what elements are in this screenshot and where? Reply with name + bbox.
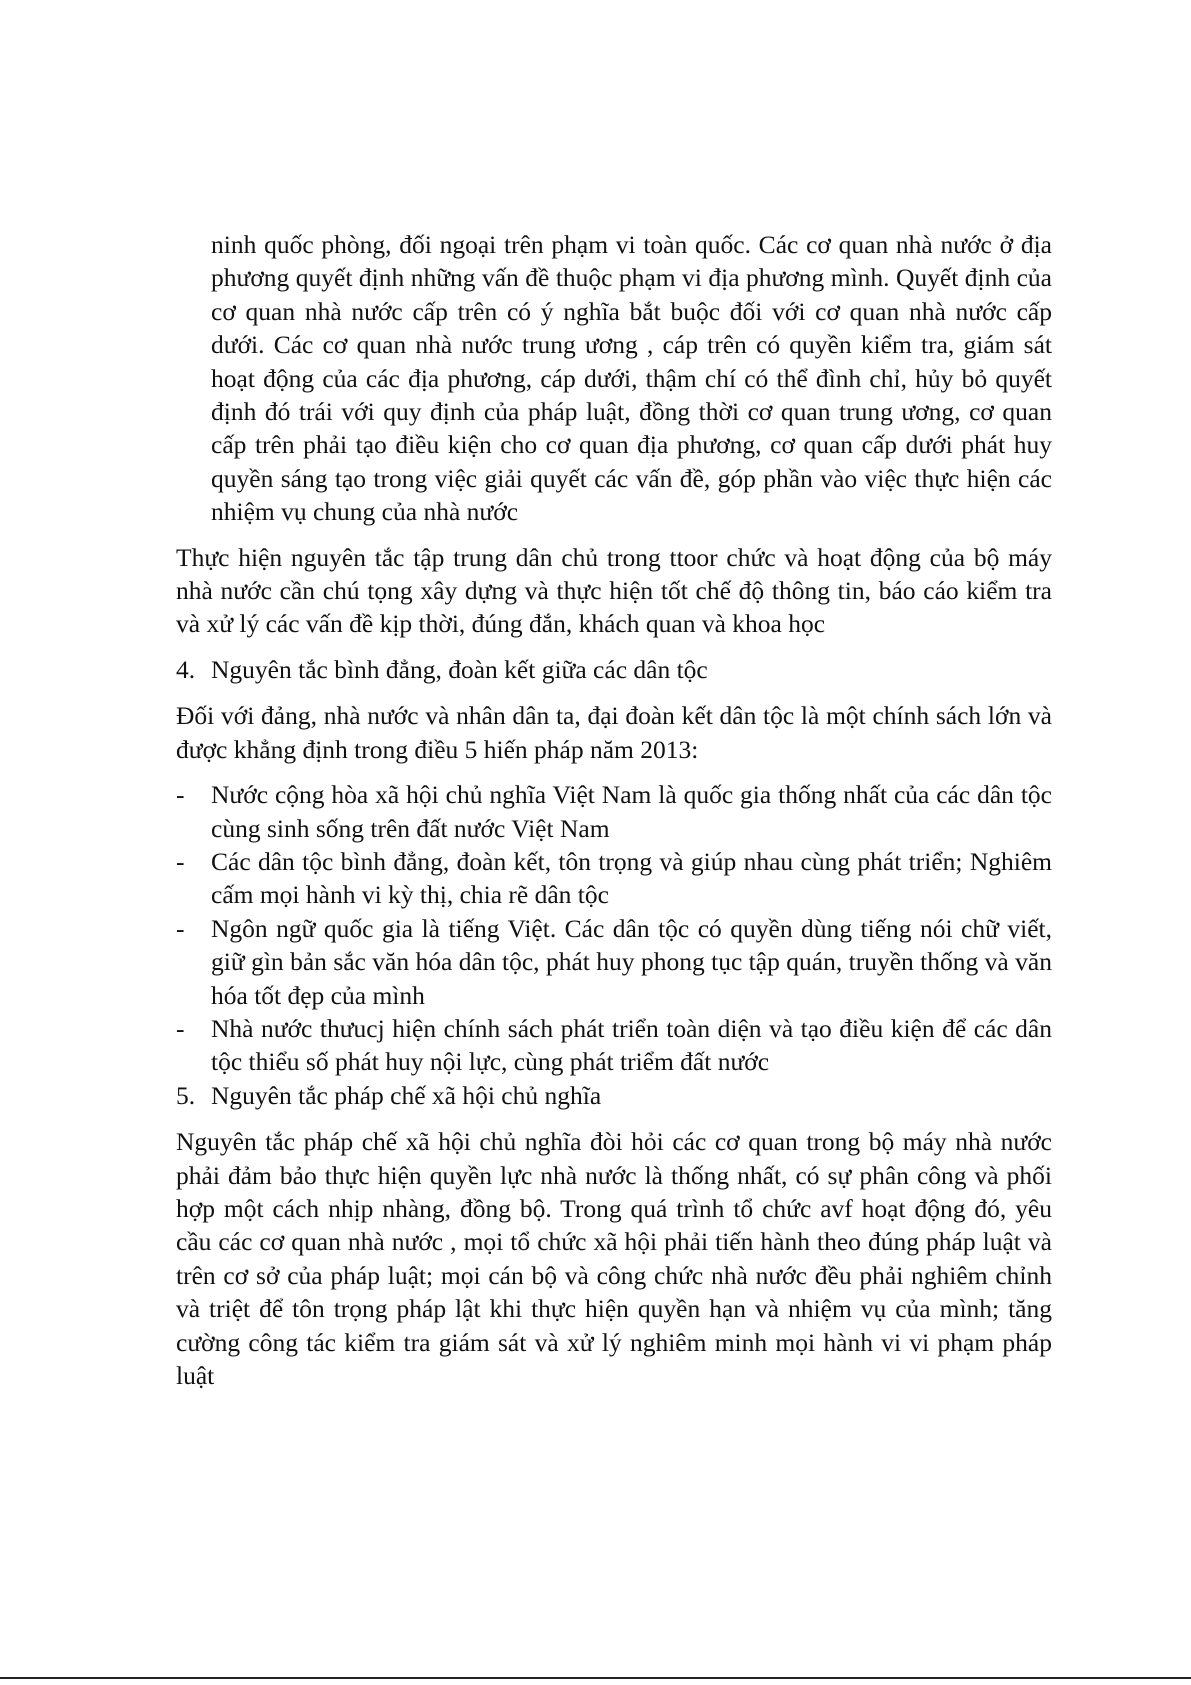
bullet-list — [176, 778, 1052, 1079]
heading-text: Nguyên tắc bình đẳng, đoàn kết giữa các dân tộc — [211, 654, 708, 684]
list-item — [176, 912, 1052, 1012]
heading-number: 5. — [176, 1080, 196, 1110]
heading-principle-4 — [176, 653, 1052, 686]
list-item — [176, 845, 1052, 912]
heading-number: 4. — [176, 654, 196, 684]
list-item-text: Ngôn ngữ quốc gia là tiếng Việt. Các dân tộc có quyền dùng tiếng nói chữ viết, giữ gìn bản sắc văn hóa dân tộc, phát huy phong tục tập quán, truyền thống và văn hóa tốt đẹp của mình — [211, 913, 1052, 1010]
list-item — [176, 1012, 1052, 1079]
heading-text: Nguyên tắc pháp chế xã hội chủ nghĩa — [211, 1080, 602, 1110]
list-item-text: Nước cộng hòa xã hội chủ nghĩa Việt Nam là quốc gia thống nhất của các dân tộc cùng sinh sống trên đất nước Việt Nam — [211, 780, 1052, 843]
paragraph-unity-intro: Đối với đảng, nhà nước và nhân dân ta, đại đoàn kết dân tộc là một chính sách lớn và được khẳng định trong điều 5 hiến pháp năm 2013: — [176, 701, 1052, 764]
bullet-dash: - — [176, 1013, 185, 1043]
bullet-dash: - — [176, 780, 185, 810]
bullet-dash: - — [176, 913, 185, 943]
list-item — [176, 778, 1052, 845]
list-item-text: Nhà nước thưucj hiện chính sách phát triển toàn diện và tạo điều kiện để các dân tộc thiểu số phát huy nội lực, cùng phát triểm đất nước — [211, 1013, 1052, 1077]
paragraph-intro-continuation: ninh quốc phòng, đối ngoại trên phạm vi toàn quốc. Các cơ quan nhà nước ở địa phương quyết định những vấn đề thuộc phạm vi địa phương mình. Quyết định của cơ quan nhà nước cấp trên có ý nghĩa bắt buộc đối với cơ quan nhà nước cấp dưới. Các cơ quan nhà nước trung ương , cáp trên có quyền kiểm tra, giám sát hoạt động của các địa phương, cáp dưới, thậm chí có thể đình chỉ, hủy bỏ quyết định đó trái với quy định của pháp luật, đồng thời cơ quan trung ương, cơ quan cấp trên phải tạo điều kiện cho cơ quan địa phương, cơ quan cấp dưới phát huy quyền sáng tạo trong việc giải quyết các vấn đề, góp phần vào việc thực hiện các nhiệm vụ chung của nhà nước — [211, 230, 1052, 527]
document-page — [176, 228, 1052, 1404]
bullet-dash: - — [176, 846, 185, 876]
list-item-text: Các dân tộc bình đẳng, đoàn kết, tôn trọng và giúp nhau cùng phát triển; Nghiêm cấm mọi hành vi kỳ thị, chia rẽ dân tộc — [211, 846, 1052, 910]
paragraph-implementation: Thực hiện nguyên tắc tập trung dân chủ trong ttoor chức và hoạt động của bộ máy nhà nước cần chú tọng xây dựng và thực hiện tốt chế độ thông tin, báo cáo kiểm tra và xử lý các vấn đề kịp thời, đúng đắn, khách quan và khoa học — [176, 542, 1052, 639]
heading-principle-5 — [176, 1079, 1052, 1112]
paragraph-legality: Nguyên tắc pháp chế xã hội chủ nghĩa đòi hỏi các cơ quan trong bộ máy nhà nước phải đảm bảo thực hiện quyền lực nhà nước là thống nhất, có sự phân công và phối hợp một cách nhịp nhàng, đồng bộ. Trong quá trình tổ chức avf hoạt động đó, yêu cầu các cơ quan nhà nước , mọi tổ chức xã hội phải tiến hành theo đúng pháp luật và trên cơ sở của pháp luật; mọi cán bộ và công chức nhà nước đều phải nghiêm chỉnh và triệt để tôn trọng pháp lật khi thực hiện quyền hạn và nhiệm vụ của mình; tăng cường công tác kiểm tra giám sát và xử lý nghiêm minh mọi hành vi vi phạm pháp luật — [176, 1127, 1052, 1390]
page-bottom-rule — [0, 1677, 1191, 1679]
